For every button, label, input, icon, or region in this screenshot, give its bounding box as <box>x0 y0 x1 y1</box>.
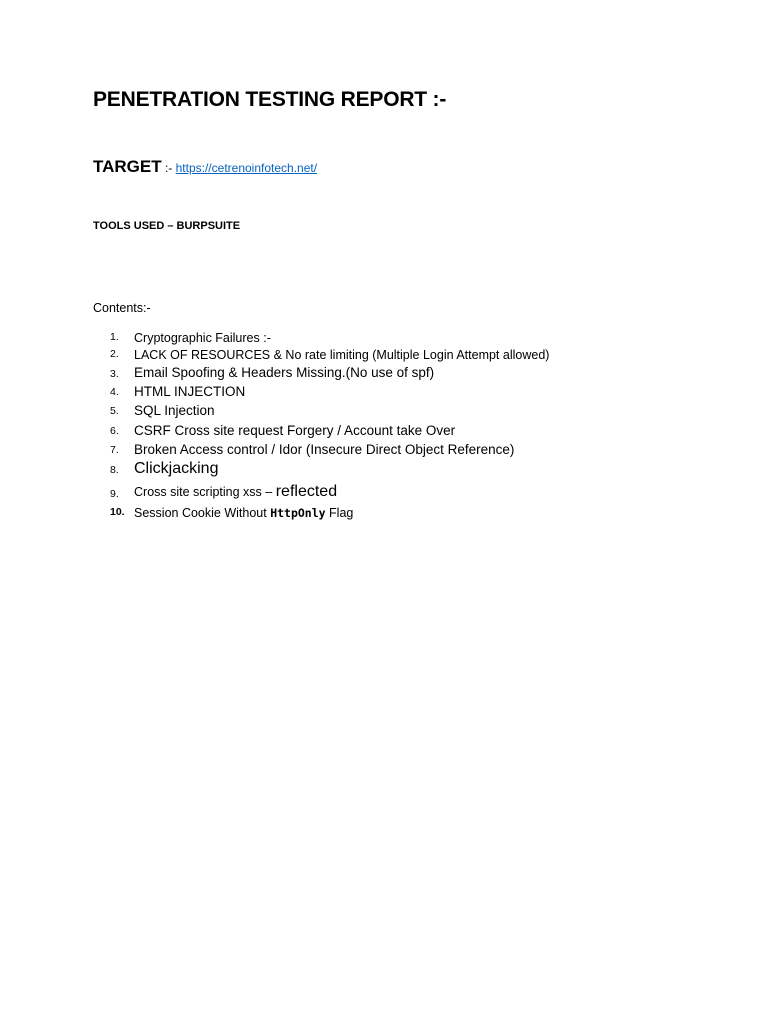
target-line <box>93 157 317 177</box>
tools-used: TOOLS USED – BURPSUITE <box>93 220 241 232</box>
list-item-text-emphasis: reflected <box>275 483 338 500</box>
list-number: 4. <box>110 386 119 398</box>
list-number: 9. <box>110 488 119 500</box>
list-number: 1. <box>110 331 119 343</box>
target-label: TARGET <box>93 157 162 176</box>
report-title: PENETRATION TESTING REPORT :- <box>93 88 447 111</box>
list-item-text: CSRF Cross site request Forgery / Account take Over <box>134 423 456 438</box>
list-item-text <box>134 506 353 520</box>
target-separator: :- <box>161 161 176 175</box>
list-item-text <box>134 483 337 501</box>
list-number: 2. <box>110 348 119 360</box>
list-item-text: HTML INJECTION <box>134 384 246 399</box>
list-item-text: Broken Access control / Idor (Insecure Direct Object Reference) <box>134 442 515 457</box>
list-item-text-prefix: Session Cookie Without <box>134 506 271 520</box>
list-number: 3. <box>110 368 119 380</box>
list-item-text-suffix: Flag <box>325 506 354 520</box>
list-number: 8. <box>110 464 119 476</box>
list-item-text: SQL Injection <box>134 403 215 418</box>
list-item-text: LACK OF RESOURCES & No rate limiting (Multiple Login Attempt allowed) <box>134 348 550 362</box>
httponly-code: HttpOnly <box>270 506 326 520</box>
list-item-text-prefix: Cross site scripting xss – <box>134 485 276 499</box>
list-number: 10. <box>110 506 125 518</box>
list-number: 6. <box>110 425 119 437</box>
list-item-text: Email Spoofing & Headers Missing.(No use of spf) <box>134 365 435 380</box>
contents-heading: Contents:- <box>93 301 151 315</box>
list-number: 5. <box>110 405 119 417</box>
target-url-link[interactable]: https://cetrenoinfotech.net/ <box>175 161 318 175</box>
list-item-text: Cryptographic Failures :- <box>134 331 271 345</box>
list-item-text: Clickjacking <box>134 460 219 477</box>
list-number: 7. <box>110 444 119 456</box>
